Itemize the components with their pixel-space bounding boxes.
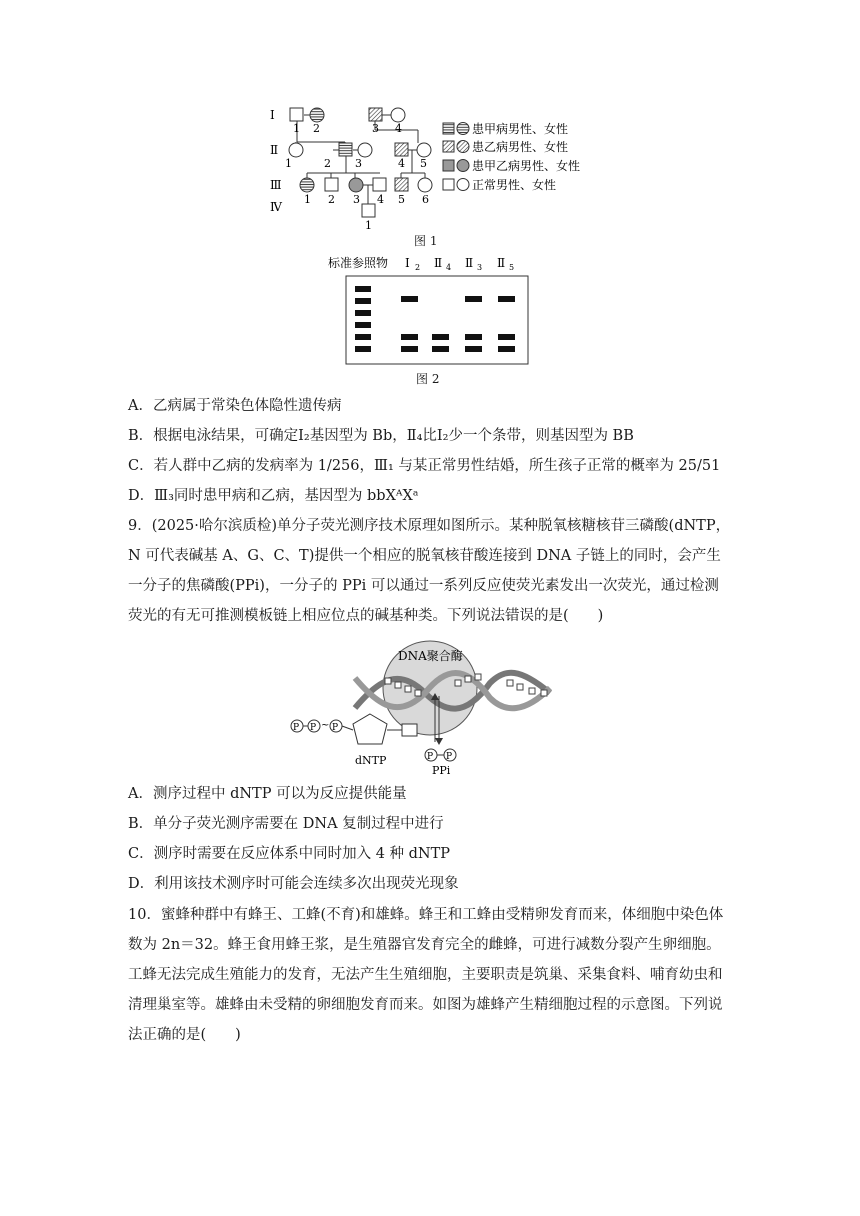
- lane-header-4: Ⅱ: [497, 256, 506, 270]
- lane-sub-1: 2: [415, 263, 421, 272]
- q8-option-a: A．乙病属于常染色体隐性遗传病: [128, 398, 342, 414]
- g4-num-1: 1: [365, 219, 372, 232]
- g1-num-1: 1: [293, 122, 300, 135]
- lane-header-3: Ⅱ: [465, 256, 474, 270]
- g2-num-4: 4: [398, 157, 405, 170]
- g3-num-6: 6: [422, 193, 429, 206]
- legend-yi: 患乙病男性、女性: [472, 140, 569, 154]
- ppi-molecule: [425, 749, 456, 777]
- gen-label-2: Ⅱ: [270, 143, 279, 157]
- g2-num-3: 3: [355, 157, 362, 170]
- p1-label: P: [293, 723, 300, 733]
- g1-num-4: 4: [395, 122, 402, 135]
- enzyme-label: DNA聚合酶: [398, 649, 463, 663]
- ref-header: 标准参照物: [328, 256, 389, 270]
- tilde-label: ~: [321, 720, 330, 731]
- legend-jia: 患甲病男性、女性: [472, 122, 569, 136]
- gen-label-4: Ⅳ: [270, 200, 282, 214]
- pedigree-legend: [443, 121, 580, 192]
- dntp-label: dNTP: [355, 754, 387, 767]
- g3-num-2: 2: [328, 193, 335, 206]
- gen-label-3: Ⅲ: [270, 178, 282, 192]
- g2-num-2: 2: [324, 157, 331, 170]
- q9-option-d: D．利用该技术测序时可能会连续多次出现荧光现象: [128, 876, 459, 892]
- lane-sub-4: 5: [509, 263, 515, 272]
- p3-label: P: [332, 723, 339, 733]
- g1-num-3: 3: [372, 122, 379, 135]
- q8-option-d: D．Ⅲ₃同时患甲病和乙病，基因型为 bbXᴬXᵃ: [128, 488, 419, 504]
- pedigree-figure: [260, 100, 620, 235]
- figure1-caption: 图 1: [414, 234, 438, 248]
- q9-option-c: C．测序时需要在反应体系中同时加入 4 种 dNTP: [128, 846, 451, 862]
- sequencing-figure: [285, 638, 585, 778]
- q9-option-a: A．测序过程中 dNTP 可以为反应提供能量: [128, 786, 407, 802]
- g2-num-1: 1: [285, 157, 292, 170]
- legend-jiayi: 患甲乙病男性、女性: [472, 159, 581, 173]
- g3-num-4: 4: [377, 193, 384, 206]
- q8-option-b: B．根据电泳结果，可确定Ⅰ₂基因型为 Bb，Ⅱ₄比Ⅰ₂少一个条带，则基因型为 BB: [128, 428, 634, 444]
- lane-sub-2: 4: [446, 263, 452, 272]
- lane-header-1: Ⅰ: [405, 256, 410, 270]
- ppi-p1-label: P: [427, 752, 434, 762]
- q9-option-b: B．单分子荧光测序需要在 DNA 复制过程中进行: [128, 816, 444, 832]
- lane-header-2: Ⅱ: [434, 256, 443, 270]
- lane-sub-3: 3: [477, 263, 483, 272]
- g1-num-2: 2: [313, 122, 320, 135]
- ppi-label: PPi: [432, 764, 451, 777]
- q10-stem: 10．蜜蜂种群中有蜂王、工蜂(不育)和雄蜂。蜂王和工蜂由受精卵发育而来，体细胞中染色体数为 2n＝32。蜂王食用蜂王浆，是生殖器官发育完全的雌蜂，可进行减数分裂产生卵细胞。工蜂无法完成生殖能力的发育，无法产生生殖细胞，主要职责是筑巢、采集食料、哺育幼虫和清理巢室等。雄蜂由未受精的卵细胞发育而来。如图为雄蜂产生精细胞过程的示意图。下列说法正确的是( ): [128, 907, 724, 1043]
- q9-stem: 9．(2025·哈尔滨质检)单分子荧光测序技术原理如图所示。某种脱氧核糖核苷三磷酸(dNTP，N 可代表碱基 A、G、C、T)提供一个相应的脱氧核苷酸连接到 DNA 子链上的同时，会产生一分子的焦磷酸(PPi)，一分子的 PPi 可以通过一系列反应使荧光素发出一次荧光，通过检测荧光的有无可推测模板链上相应位点的碱基种类。下列说法错误的是( ): [128, 518, 731, 624]
- g2-num-5: 5: [420, 157, 427, 170]
- q8-option-c: C．若人群中乙病的发病率为 1/256，Ⅲ₁ 与某正常男性结婚，所生孩子正常的概率为 25/51: [128, 458, 721, 474]
- g3-num-5: 5: [398, 193, 405, 206]
- figure2-caption: 图 2: [416, 372, 440, 386]
- electrophoresis-figure: [325, 252, 535, 372]
- legend-normal: 正常男性、女性: [472, 178, 557, 192]
- gen-label-1: Ⅰ: [270, 108, 275, 122]
- g3-num-3: 3: [353, 193, 360, 206]
- ppi-p2-label: P: [446, 752, 453, 762]
- p2-label: P: [310, 723, 317, 733]
- g3-num-1: 1: [304, 193, 311, 206]
